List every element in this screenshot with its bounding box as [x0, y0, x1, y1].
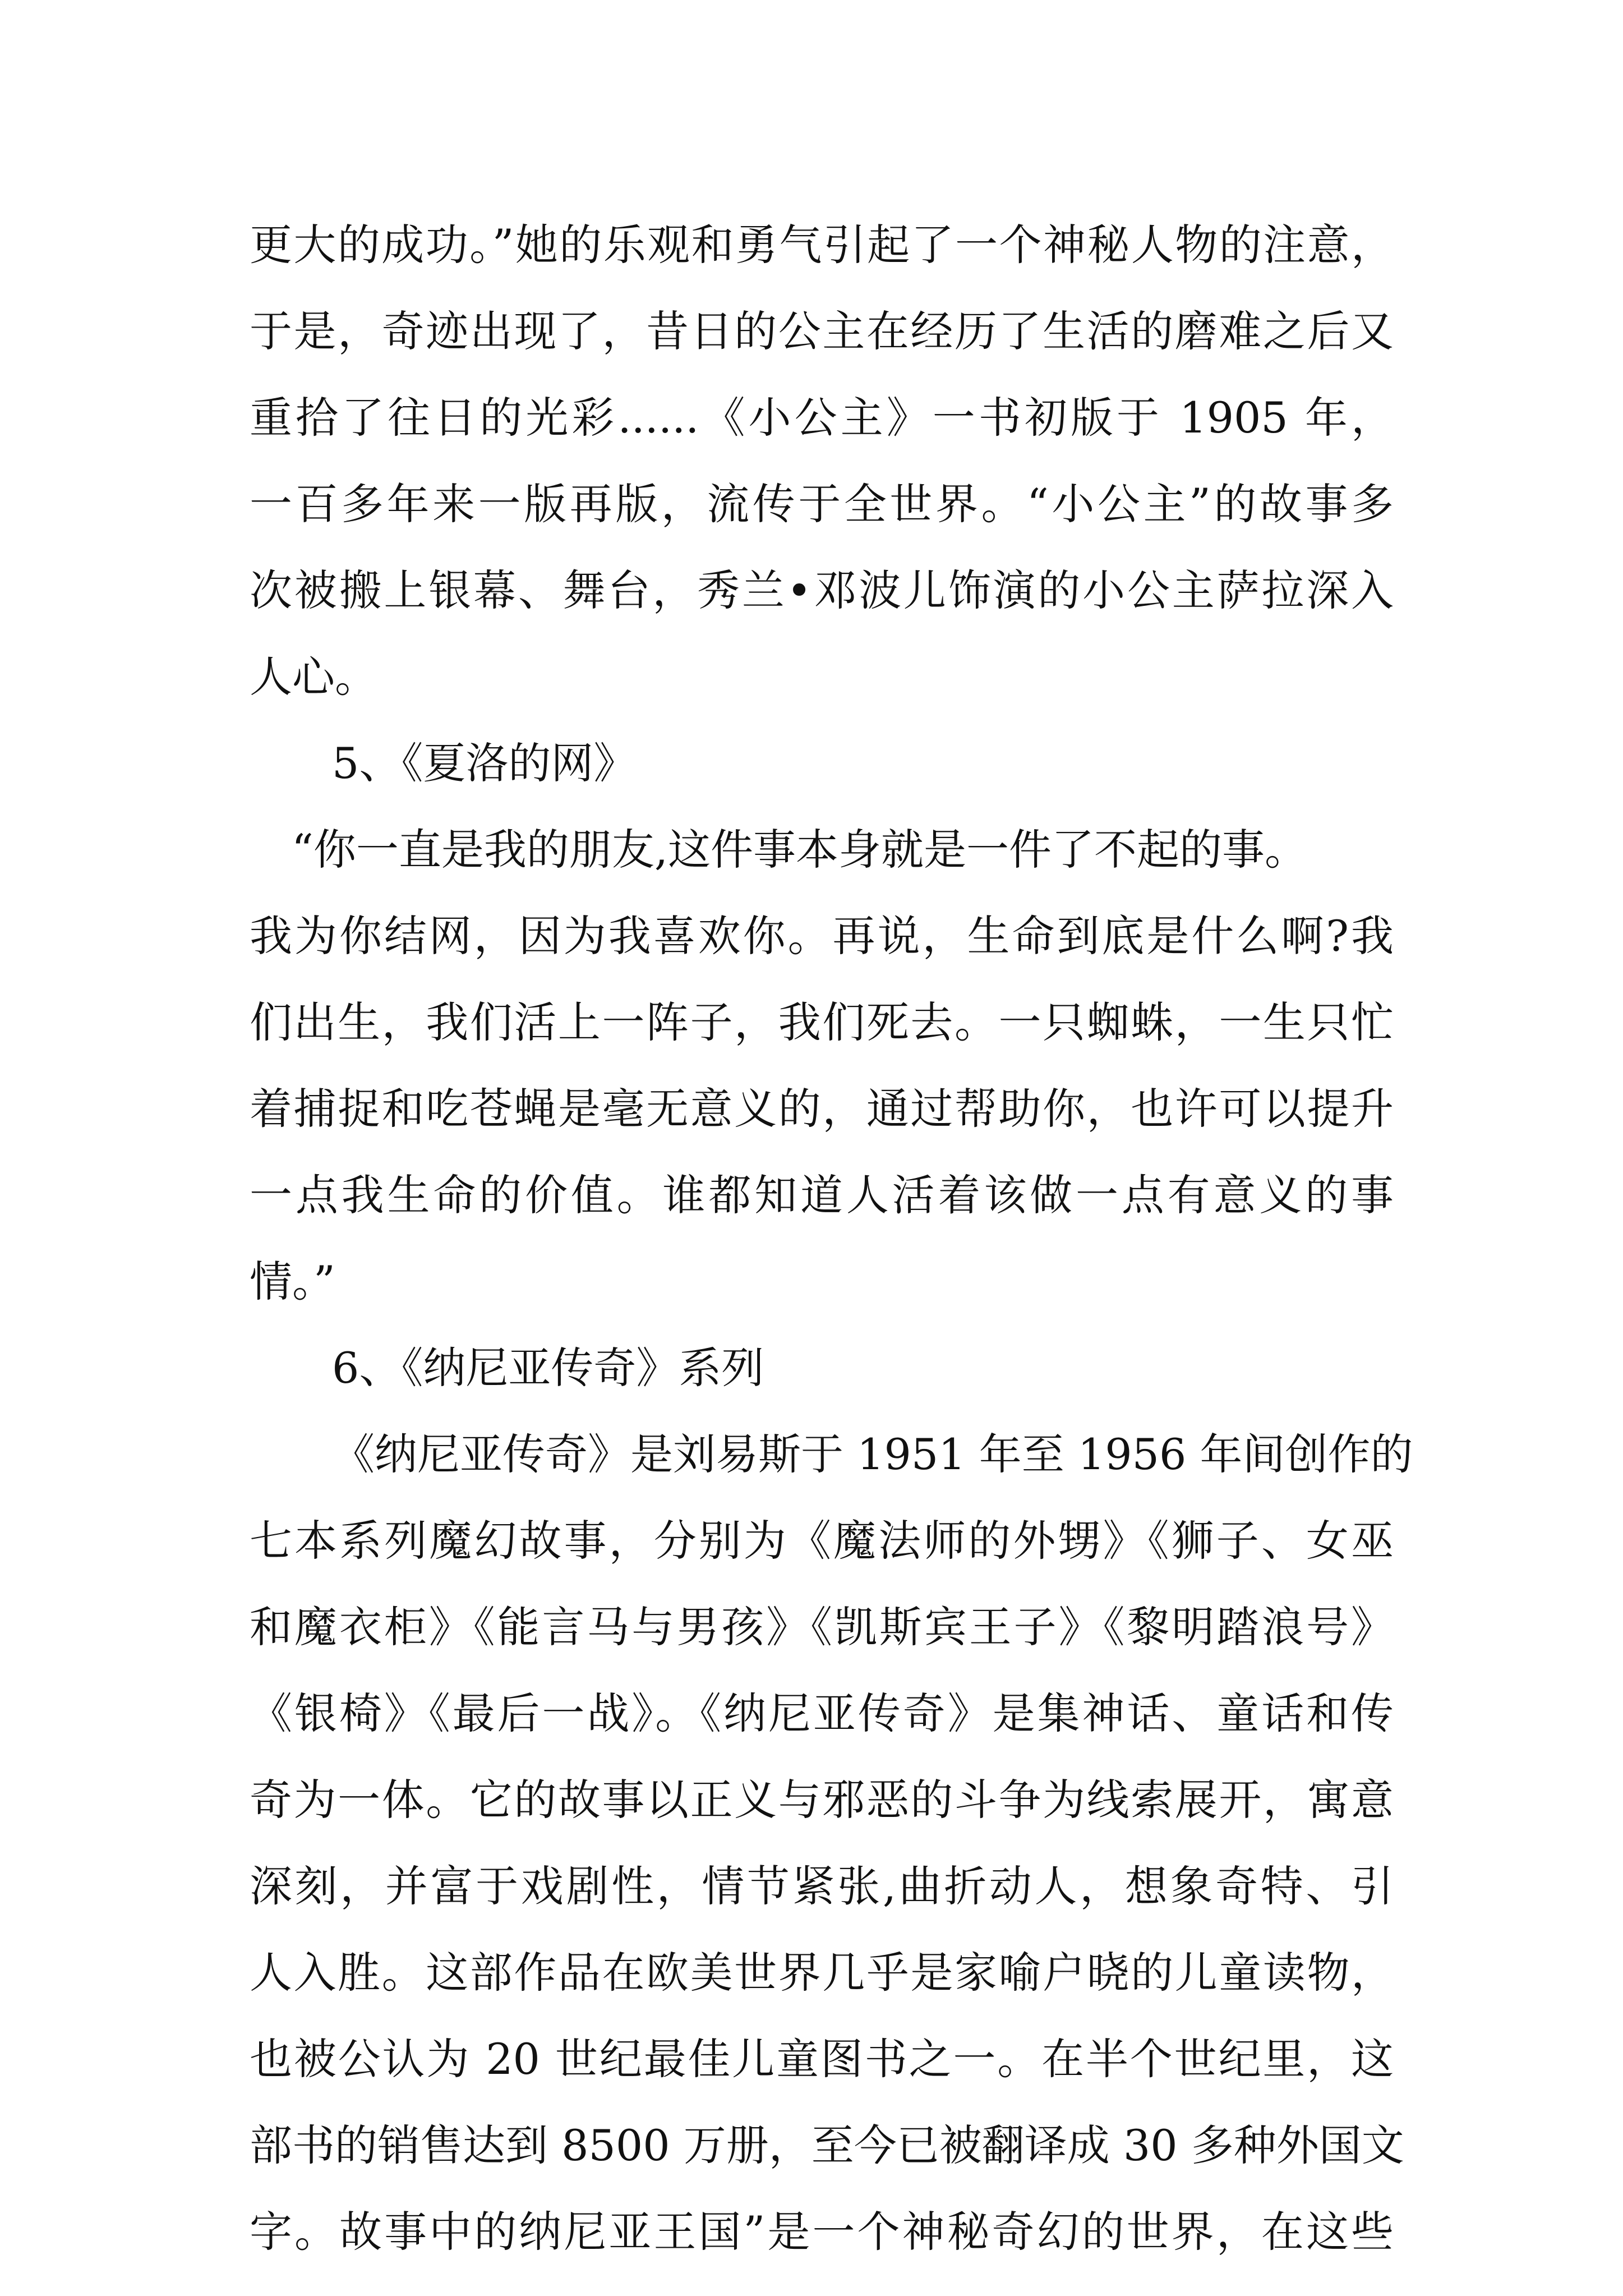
text-line: 一点我生命的价值。谁都知道人活着该做一点有意义的事 — [250, 1170, 1394, 1220]
text-line: 也被公认为 20 世纪最佳儿童图书之一。在半个世纪里，这 — [250, 2034, 1394, 2084]
text-line: 们出生，我们活上一阵子，我们死去。一只蜘蛛，一生只忙 — [250, 997, 1394, 1047]
text-line: 着捕捉和吃苍蝇是毫无意义的，通过帮助你，也许可以提升 — [250, 1084, 1394, 1134]
text-line: 次被搬上银幕、舞台，秀兰•邓波儿饰演的小公主萨拉深入 — [250, 565, 1394, 615]
text-line: 我为你结网，因为我喜欢你。再说，生命到底是什么啊?我 — [250, 911, 1394, 961]
text-line: 一百多年来一版再版，流传于全世界。“小公主”的故事多 — [250, 479, 1394, 529]
text-line: 奇为一体。它的故事以正义与邪恶的斗争为线索展开，寓意 — [250, 1775, 1394, 1825]
text-line: 《银椅》《最后一战》。《纳尼亚传奇》是集神话、童话和传 — [250, 1688, 1394, 1738]
text-line: 和魔衣柜》《能言马与男孩》《凯斯宾王子》《黎明踏浪号》 — [250, 1602, 1394, 1652]
text-line: 情。” — [250, 1257, 335, 1306]
text-line: “你一直是我的朋友,这件事本身就是一件了不起的事。 — [292, 825, 1308, 875]
text-line: 于是，奇迹出现了，昔日的公主在经历了生活的磨难之后又 — [250, 306, 1394, 356]
text-line: 部书的销售达到 8500 万册，至今已被翻译成 30 多种外国文 — [250, 2120, 1404, 2170]
text-line: 七本系列魔幻故事，分别为《魔法师的外甥》《狮子、女巫 — [250, 1516, 1394, 1566]
text-line: 字。故事中的纳尼亚王国”是一个神秘奇幻的世界，在这些 — [250, 2207, 1394, 2257]
text-line: 人入胜。这部作品在欧美世界几乎是家喻户晓的儿童读物， — [250, 1948, 1394, 1998]
section-heading: 6、《纳尼亚传奇》系列 — [332, 1343, 764, 1393]
text-line: 重拾了往日的光彩......《小公主》一书初版于 1905 年， — [250, 393, 1394, 443]
text-line: 更大的成功。”她的乐观和勇气引起了一个神秘人物的注意， — [250, 220, 1394, 270]
text-line: 《纳尼亚传奇》是刘易斯于 1951 年至 1956 年间创作的 — [332, 1429, 1413, 1479]
section-heading: 5、《夏洛的网》 — [332, 738, 637, 788]
text-line: 人心。 — [250, 652, 377, 702]
text-line: 深刻，并富于戏剧性，情节紧张,曲折动人，想象奇特、引 — [250, 1861, 1394, 1911]
